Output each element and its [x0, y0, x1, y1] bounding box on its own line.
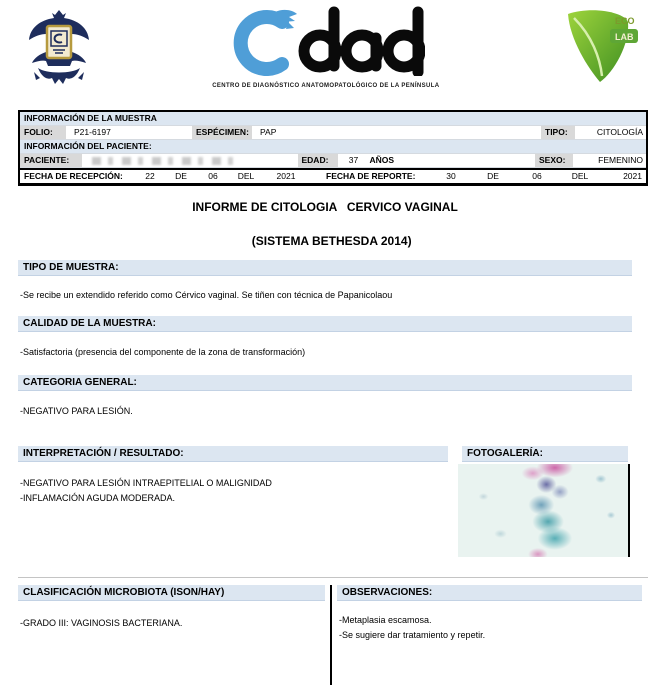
especimen-value: PAP — [260, 127, 277, 137]
observaciones-line1: -Metaplasia escamosa. — [339, 615, 432, 625]
section-header-categoria: CATEGORIA GENERAL: — [18, 375, 632, 391]
cdap-logo — [205, 6, 445, 89]
observaciones-body — [339, 613, 485, 643]
sexo-value: FEMENINO — [598, 155, 643, 165]
section-header-interpretacion: INTERPRETACIÓN / RESULTADO: — [18, 446, 448, 462]
sexo-label: SEXO: — [535, 154, 573, 167]
edad-value: 37 — [348, 155, 359, 165]
muestra-header-label: INFORMACIÓN DE LA MUESTRA — [24, 113, 157, 123]
report-title-line1: INFORME DE CITOLOGIA CERVICO VAGINAL — [192, 200, 458, 214]
interpretacion-line2: -INFLAMACIÓN AGUDA MODERADA. — [20, 493, 176, 503]
tipo-muestra-body: -Se recibe un extendido referido como Cérvico vaginal. Se tiñen con técnica de Papanicolaou — [20, 290, 393, 300]
paciente-header-label: INFORMACIÓN DEL PACIENTE: — [24, 141, 152, 151]
fecha-recepcion-de: DE — [175, 171, 187, 181]
section-header-observaciones: OBSERVACIONES: — [337, 585, 642, 601]
folio-row — [20, 126, 646, 140]
section-header-fotogaleria: FOTOGALERÍA: — [462, 446, 628, 462]
folio-value: P21-6197 — [74, 127, 111, 137]
tipo-label: TIPO: — [541, 126, 575, 139]
microbiota-body: -GRADO III: VAGINOSIS BACTERIANA. — [20, 618, 183, 628]
cdap-caption: CENTRO DE DIAGNÓSTICO ANATOMOPATOLÓGICO DE LA PENÍNSULA — [212, 82, 440, 89]
fecha-reporte-label: FECHA DE REPORTE: — [326, 171, 416, 181]
fecha-reporte-mes: 06 — [532, 171, 542, 181]
especimen-label: ESPÉCIMEN: — [192, 126, 252, 139]
observaciones-line2: -Se sugiere dar tratamiento y repetir. — [339, 630, 486, 640]
ecolab-lab-text: LAB — [615, 32, 634, 42]
fecha-reporte-anio: 2021 — [623, 171, 642, 181]
ecolab-logo-icon — [558, 6, 646, 90]
tipo-value: CITOLOGÍA — [596, 127, 643, 137]
section-header-tipo-muestra: TIPO DE MUESTRA: — [18, 260, 632, 276]
fecha-recepcion-mes: 06 — [208, 171, 218, 181]
section-header-microbiota: CLASIFICACIÓN MICROBIOTA (ISON/HAY) — [18, 585, 325, 601]
paciente-row — [20, 154, 646, 168]
fecha-reporte-dia: 30 — [446, 171, 456, 181]
section-header-calidad: CALIDAD DE LA MUESTRA: — [18, 316, 632, 332]
calidad-body: -Satisfactoria (presencia del componente de la zona de transformación) — [20, 347, 306, 357]
edad-label: EDAD: — [298, 154, 338, 167]
redacted-patient-name — [92, 157, 242, 165]
folio-label: FOLIO: — [20, 126, 66, 139]
fecha-recepcion-anio: 2021 — [276, 171, 296, 181]
report-title — [0, 199, 650, 267]
paciente-label: PACIENTE: — [20, 154, 82, 167]
interpretacion-line1: -NEGATIVO PARA LESIÓN INTRAEPITELIAL O MALIGNIDAD — [20, 478, 272, 488]
university-crest-icon — [26, 8, 92, 92]
paciente-header-row — [20, 140, 646, 154]
categoria-body: -NEGATIVO PARA LESIÓN. — [20, 406, 133, 416]
interpretacion-body — [20, 476, 272, 506]
report-title-line2: (SISTEMA BETHESDA 2014) — [251, 234, 412, 248]
fechas-row — [20, 168, 646, 183]
ecolab-eco-text: ECO — [615, 16, 635, 26]
vertical-divider — [330, 585, 332, 685]
fecha-recepcion-dia: 22 — [145, 171, 155, 181]
muestra-header-row — [20, 112, 646, 126]
header-logo-row — [0, 0, 650, 102]
edad-unit: AÑOS — [369, 155, 395, 165]
cytology-micrograph-image — [458, 464, 630, 557]
horizontal-divider — [18, 577, 648, 578]
fecha-reporte-del: DEL — [571, 171, 589, 181]
fecha-recepcion-del: DEL — [237, 171, 255, 181]
fecha-recepcion-label: FECHA DE RECEPCIÓN: — [24, 171, 123, 181]
cdap-logo-icon — [225, 6, 425, 76]
sample-info-table — [18, 110, 648, 186]
fecha-reporte-de: DE — [487, 171, 499, 181]
